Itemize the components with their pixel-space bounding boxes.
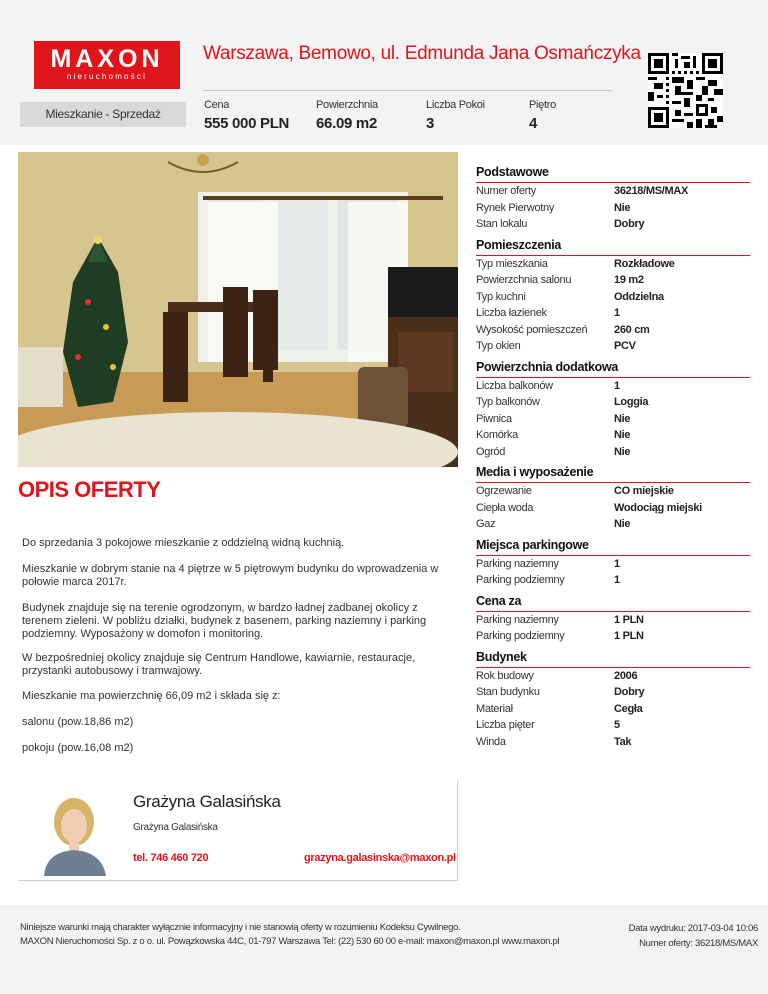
detail-value: Dobry [614,218,645,230]
detail-row [476,701,750,718]
description-paragraph: Budynek znajduje się na terenie ogrodzonym, w bardzo ładnej zadbanej okolicy z terenem zieleni. W pobliżu działki, budynek z basenem, parking naziemny i parking podziemny. Wyposażony w domofon i monitoring. [22,602,427,640]
detail-value: Wodociąg miejski [614,501,702,514]
details-section [476,465,750,533]
detail-value: PCV [614,340,636,352]
detail-key: Gaz [476,518,496,530]
details-section [476,594,750,645]
print-date: Data wydruku: 2017-03-04 10:06 [628,923,758,934]
detail-key: Liczba łazienek [476,307,547,319]
detail-value: Rozkładowe [614,257,675,270]
detail-row [476,338,750,355]
detail-value: 36218/MS/MAX [614,185,689,197]
stat-label: Powierzchnia [316,99,378,111]
details-section [476,650,750,751]
stat-label: Liczba Pokoi [426,99,485,111]
detail-row [476,628,750,645]
detail-key: Numer oferty [476,185,536,197]
detail-row [476,394,750,411]
detail-value: Loggia [614,396,649,408]
detail-value: 1 PLN [614,630,644,642]
description-paragraph: salonu (pow.18,86 m2) [22,716,134,728]
agent-email-link[interactable]: grazyna.galasinska@maxon.pl [304,852,456,864]
detail-key: Liczba pięter [476,719,535,731]
details-section [476,165,750,233]
logo-tagline: nieruchomości [66,72,148,81]
detail-key: Winda [476,735,506,748]
detail-value: 1 [614,574,620,586]
header [0,0,768,145]
detail-key: Komórka [476,429,518,441]
detail-row [476,572,750,589]
apartment-photo[interactable] [18,152,458,467]
detail-key: Parking podziemny [476,574,565,586]
agent-name-small: Grażyna Galasińska [133,822,218,833]
section-title: Podstawowe [476,165,750,183]
detail-row [476,734,750,751]
description-paragraph: pokoju (pow.16,08 m2) [22,742,134,754]
agent-phone-link[interactable]: tel. 746 460 720 [133,852,209,864]
section-title: Pomieszczenia [476,238,750,256]
detail-row [476,444,750,461]
detail-value: 1 [614,379,620,392]
footer-disclaimer [20,921,559,949]
detail-row [476,216,750,233]
stat-value: 3 [426,115,435,132]
description-title: OPIS OFERTY [18,477,161,502]
detail-key: Rok budowy [476,669,534,682]
detail-value: CO miejskie [614,485,674,497]
section-title: Cena za [476,594,750,612]
stat-area [316,99,378,132]
detail-row [476,668,750,685]
detail-value: Dobry [614,686,645,698]
detail-value: Cegła [614,702,643,715]
detail-key: Stan budynku [476,686,540,698]
header-divider [203,90,612,91]
detail-value: Nie [614,518,631,530]
detail-value: Tak [614,735,632,748]
property-address: Warszawa, Bemowo, ul. Edmunda Jana Osmańczyka [203,43,641,64]
details-section [476,538,750,589]
detail-key: Parking naziemny [476,557,559,570]
agent-name: Grażyna Galasińska [133,792,281,811]
section-title: Budynek [476,650,750,668]
detail-row [476,556,750,573]
qr-code-icon[interactable] [648,53,723,128]
stat-value: 555 000 PLN [204,115,290,132]
detail-row [476,289,750,306]
detail-value: 260 cm [614,323,650,336]
detail-key: Typ balkonów [476,396,540,408]
description-paragraph: Do sprzedania 3 pokojowe mieszkanie z oddzielną widną kuchnią. [22,537,345,549]
detail-value: 2006 [614,669,638,682]
detail-key: Wysokość pomieszczeń [476,323,588,336]
detail-key: Ogród [476,445,506,458]
detail-row [476,256,750,273]
detail-value: 1 [614,557,620,570]
detail-value: Oddzielna [614,290,664,303]
maxon-logo[interactable] [34,41,180,89]
detail-row [476,684,750,701]
detail-row [476,305,750,322]
section-title: Powierzchnia dodatkowa [476,360,750,378]
detail-row [476,272,750,289]
detail-key: Ciepła woda [476,501,534,514]
stat-label: Cena [204,99,230,111]
detail-row [476,516,750,533]
detail-key: Typ kuchni [476,290,526,303]
detail-key: Liczba balkonów [476,379,553,392]
detail-row [476,500,750,517]
detail-key: Piwnica [476,412,512,425]
details-section [476,238,750,355]
footer-line-1: Niniejsze warunki mają charakter wyłącznie informacyjny i nie stanowią oferty w rozumieniu Kodeksu Cywilnego. [20,922,461,933]
detail-key: Typ okien [476,340,521,352]
description-paragraph: Mieszkanie ma powierzchnię 66,09 m2 i składa się z: [22,690,281,702]
detail-value: Nie [614,445,631,458]
offer-type-badge: Mieszkanie - Sprzedaż [20,102,186,127]
detail-row [476,717,750,734]
detail-key: Powierzchnia salonu [476,274,572,286]
detail-value: 19 m2 [614,274,644,286]
agent-avatar [36,792,112,876]
footer [0,905,768,994]
logo-brand: MAXON [50,45,164,73]
description-paragraph: Mieszkanie w dobrym stanie na 4 piętrze w 5 piętrowym budynku do wprowadzenia w połowie marca 2017r. [22,563,439,588]
description-paragraph: W bezpośredniej okolicy znajduje się Centrum Handlowe, kawiarnie, restauracje, przystanki autobusowy i tramwajowy. [22,652,416,677]
details-section [476,360,750,461]
stat-value: 4 [529,115,538,132]
detail-row [476,483,750,500]
footer-line-2: MAXON Nieruchomości Sp. z o o. ul. Powązkowska 44C, 01-797 Warszawa Tel: (22) 530 60 00 e-mail: maxon@maxon.pl www.maxon.pl [20,936,560,947]
detail-key: Ogrzewanie [476,485,532,497]
section-title: Miejsca parkingowe [476,538,750,556]
detail-row [476,411,750,428]
detail-key: Stan lokalu [476,218,528,230]
stat-price [204,99,289,132]
stat-rooms [426,99,485,132]
detail-key: Materiał [476,702,513,715]
detail-key: Parking podziemny [476,630,565,642]
detail-row [476,378,750,395]
detail-row [476,200,750,217]
detail-value: 5 [614,719,620,731]
stat-value: 66.09 m2 [316,115,377,132]
detail-value: 1 [614,307,620,319]
section-title: Media i wyposażenie [476,465,750,483]
detail-value: Nie [614,412,631,425]
stat-label: Piętro [529,99,556,111]
details-panel [476,165,750,755]
detail-value: 1 PLN [614,613,644,626]
detail-value: Nie [614,429,631,441]
detail-row [476,612,750,629]
detail-row [476,183,750,200]
detail-value: Nie [614,201,631,214]
detail-row [476,427,750,444]
stat-floor [529,99,556,132]
detail-key: Parking naziemny [476,613,559,626]
footer-meta [629,921,758,951]
footer-offer-number: Numer oferty: 36218/MS/MAX [639,938,758,949]
detail-key: Rynek Pierwotny [476,201,555,214]
detail-row [476,322,750,339]
detail-key: Typ mieszkania [476,257,548,270]
